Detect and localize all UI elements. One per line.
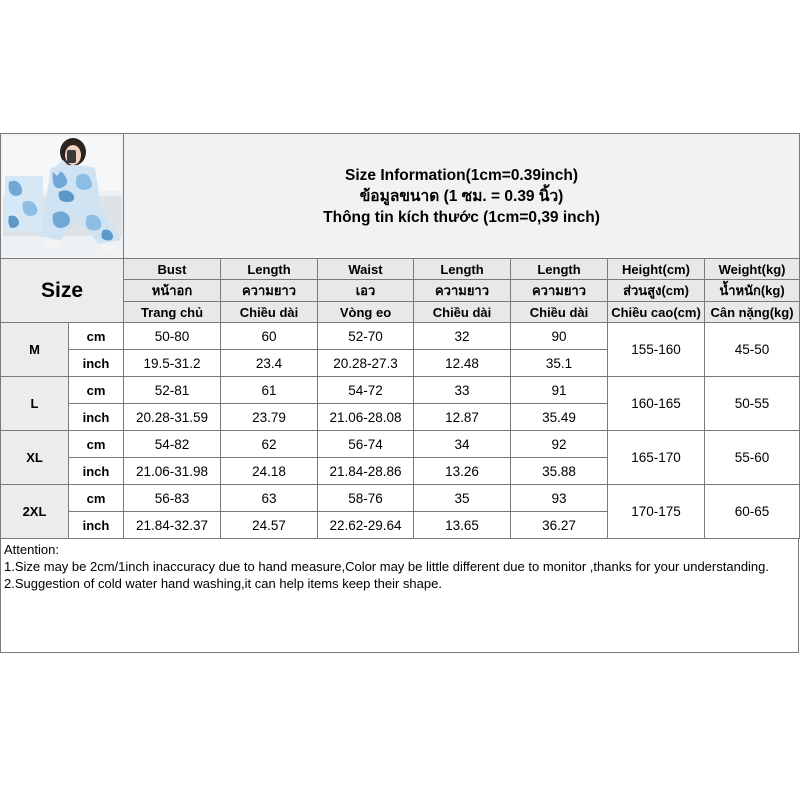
unit-cell: cm [69,485,124,512]
column-header-bust-th: หน้าอก [124,280,221,302]
weight-cell: 60-65 [705,485,800,539]
value-cell: 12.48 [414,350,511,377]
column-header-weight-vi: Cân nặng(kg) [705,302,800,323]
size-cell: 2XL [1,485,69,539]
column-header-waist-th: เอว [318,280,414,302]
column-header-length2-th: ความยาว [414,280,511,302]
value-cell: 52-81 [124,377,221,404]
table-row [1,377,800,404]
value-cell: 20.28-31.59 [124,404,221,431]
value-cell: 56-83 [124,485,221,512]
column-header-weight-th: น้ำหนัก(kg) [705,280,800,302]
value-cell: 62 [221,431,318,458]
value-cell: 12.87 [414,404,511,431]
unit-cell: cm [69,431,124,458]
value-cell: 63 [221,485,318,512]
attention-title: Attention: [4,542,59,557]
column-header-length3-th: ความยาว [511,280,608,302]
size-info-header [124,134,800,259]
value-cell: 32 [414,323,511,350]
value-cell: 21.06-31.98 [124,458,221,485]
unit-cell: inch [69,350,124,377]
unit-cell: cm [69,377,124,404]
attention-note-2: 2.Suggestion of cold water hand washing,it can help items keep their shape. [4,576,442,591]
value-cell: 52-70 [318,323,414,350]
value-cell: 35.1 [511,350,608,377]
column-header-length2-en: Length [414,259,511,280]
value-cell: 91 [511,377,608,404]
column-header-length2-vi: Chiều dài [414,302,511,323]
value-cell: 13.65 [414,512,511,539]
column-header-waist-vi: Vòng eo [318,302,414,323]
header-title-th: ข้อมูลขนาด (1 ซม. = 0.39 นิ้ว) [359,187,564,205]
column-header-length-th: ความยาว [221,280,318,302]
value-cell: 13.26 [414,458,511,485]
table-row [1,485,800,512]
value-cell: 23.79 [221,404,318,431]
value-cell: 50-80 [124,323,221,350]
column-header-length-vi: Chiều dài [221,302,318,323]
column-header-length3-en: Length [511,259,608,280]
column-header-length3-vi: Chiều dài [511,302,608,323]
height-cell: 160-165 [608,377,705,431]
value-cell: 35 [414,485,511,512]
value-cell: 20.28-27.3 [318,350,414,377]
table-row [1,431,800,458]
column-header-height-th: ส่วนสูง(cm) [608,280,705,302]
value-cell: 35.49 [511,404,608,431]
height-cell: 155-160 [608,323,705,377]
value-cell: 90 [511,323,608,350]
value-cell: 24.18 [221,458,318,485]
height-cell: 165-170 [608,431,705,485]
product-photo-cell [1,134,124,259]
column-header-waist-en: Waist [318,259,414,280]
value-cell: 56-74 [318,431,414,458]
value-cell: 35.88 [511,458,608,485]
column-header-height-vi: Chiều cao(cm) [608,302,705,323]
column-header-bust-en: Bust [124,259,221,280]
value-cell: 36.27 [511,512,608,539]
weight-cell: 55-60 [705,431,800,485]
weight-cell: 50-55 [705,377,800,431]
value-cell: 58-76 [318,485,414,512]
size-cell: XL [1,431,69,485]
size-table [0,133,800,539]
value-cell: 54-72 [318,377,414,404]
value-cell: 21.84-32.37 [124,512,221,539]
attention-notes [0,539,799,653]
value-cell: 22.62-29.64 [318,512,414,539]
unit-cell: inch [69,512,124,539]
weight-cell: 45-50 [705,323,800,377]
value-cell: 24.57 [221,512,318,539]
column-header-weight-en: Weight(kg) [705,259,800,280]
unit-cell: inch [69,458,124,485]
value-cell: 21.06-28.08 [318,404,414,431]
header-title-vi: Thông tin kích thước (1cm=0,39 inch) [323,208,600,226]
height-cell: 170-175 [608,485,705,539]
value-cell: 60 [221,323,318,350]
value-cell: 33 [414,377,511,404]
size-cell: M [1,323,69,377]
unit-cell: cm [69,323,124,350]
value-cell: 93 [511,485,608,512]
column-header-length-en: Length [221,259,318,280]
unit-cell: inch [69,404,124,431]
size-chart-sheet [0,133,799,666]
value-cell: 23.4 [221,350,318,377]
column-header-bust-vi: Trang chủ [124,302,221,323]
size-cell: L [1,377,69,431]
value-cell: 34 [414,431,511,458]
value-cell: 92 [511,431,608,458]
size-column-label: Size [1,259,124,323]
product-photo [3,136,122,255]
value-cell: 61 [221,377,318,404]
value-cell: 54-82 [124,431,221,458]
attention-note-1: 1.Size may be 2cm/1inch inaccuracy due to hand measure,Color may be little different due to monitor ,thanks for your understanding. [4,559,770,574]
table-row [1,323,800,350]
column-header-height-en: Height(cm) [608,259,705,280]
value-cell: 19.5-31.2 [124,350,221,377]
value-cell: 21.84-28.86 [318,458,414,485]
header-title-en: Size Information(1cm=0.39inch) [345,166,579,184]
